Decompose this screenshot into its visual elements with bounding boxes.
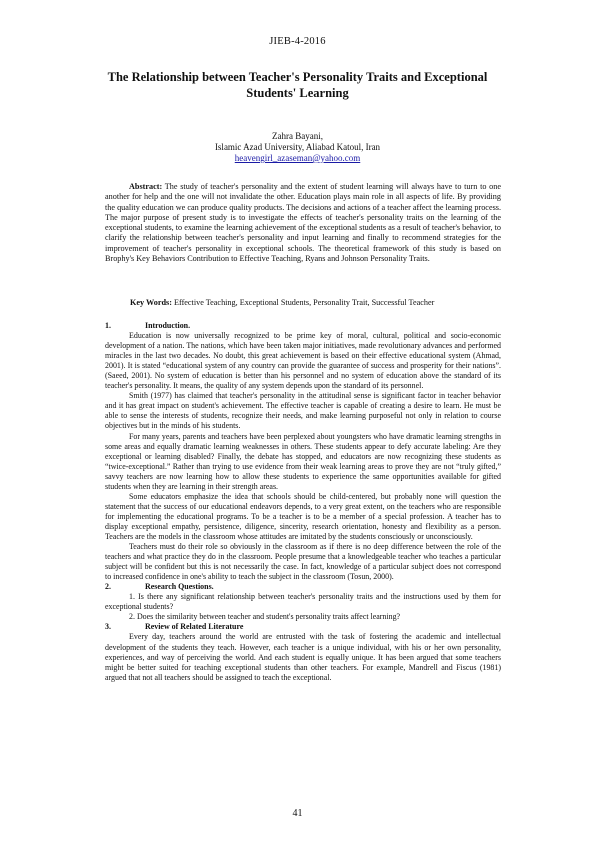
- keywords-text: Effective Teaching, Exceptional Students, Personality Trait, Successful Teacher: [171, 298, 435, 307]
- paper-title: The Relationship between Teacher's Personality Traits and Exceptional Students' Learning: [107, 70, 488, 100]
- section-title: Introduction.: [145, 321, 191, 330]
- section-heading-research-questions: [105, 582, 501, 592]
- section-heading-introduction: [105, 321, 501, 331]
- abstract: [105, 182, 501, 264]
- section-number: 3.: [105, 622, 111, 632]
- paragraph: Some educators emphasize the idea that schools should be child-centered, but probably none will question the statement that the success of our educational endeavors depends, to a very great extent, on the teachers who are responsible for implementing the educational programs. To be a teacher is to be a member of a special profession. A teacher has to display exceptional empathy, persistence, diligence, sincerity, research orientation, honesty and flexibility as a person. Teachers are the models in the classroom whose attitudes are imitated by the students consciously or unconsciously.: [105, 491, 501, 541]
- keywords-label: Key Words:: [130, 298, 172, 307]
- section-number: 2.: [105, 582, 111, 592]
- paragraph: Smith (1977) has claimed that teacher's personality in the attitudinal sense is significant factor in teacher behavior and it has great impact on student's achievement. The effective teacher is capable of creating a desire to learn. He must be able to sense the interests of students, recognize their needs, and make learning purposeful not only in relation to course objectives but in the minds of his students.: [105, 391, 501, 431]
- section-heading-review: [105, 622, 501, 632]
- section-title: Review of Related Literature: [145, 622, 244, 632]
- paper-body: [105, 321, 501, 683]
- author-block: [0, 131, 595, 164]
- page-number: 41: [292, 808, 303, 819]
- author-affiliation: Islamic Azad University, Aliabad Katoul, Iran: [214, 142, 381, 152]
- paragraph: For many years, parents and teachers have been perplexed about youngsters who have dramatic learning strengths in some areas and equally dramatic learning weaknesses in others. These students appear to defy accurate labeling: Are they exceptional or learning disabled? Finally, the debate has stopped, and educators are now recognizing these students as “twice-exceptional.” Rather than trying to use evidence from their weak learning areas to prove they are not “truly gifted,” savvy teachers are now learning how to allow these students to experience the same opportunities available for gifted students when they are learning in their strength areas.: [105, 431, 501, 491]
- journal-header: JIEB-4-2016: [269, 36, 326, 47]
- author-email-link[interactable]: heavengirl_azaseman@yahoo.com: [234, 153, 361, 163]
- abstract-label: Abstract:: [129, 182, 163, 191]
- research-question: 2. Does the similarity between teacher and student's personality traits affect learning?: [129, 612, 401, 622]
- research-question: 1. Is there any significant relationship between teacher's personality traits and the instructions used by them for exceptional students?: [105, 592, 501, 612]
- paragraph: Every day, teachers around the world are entrusted with the task of fostering the academic and intellectual development of the students they teach. However, each teacher is a unique individual, with his or her own personality, experiences, and way of perceiving the world. And each student is equally unique. It has been argued that some teachers might be better suited for teaching exceptional students than other teachers. For example, Mandrell and Fiscus (1981) argued that not all teachers should be assigned to teach the exceptional.: [105, 632, 501, 682]
- section-title: Research Questions.: [145, 582, 214, 592]
- paragraph: Education is now universally recognized to be prime key of moral, cultural, political and socio-economic development of a nation. The nations, which have been taken major initiatives, made revolutionary advances and performed miracles in the last two decades. No doubt, this great achievement is based on their effective educational system (Ahmad, 2001). It is stated “educational system of any country can provide the guarantee of success and prosperity for their nations”. (Saeed, 2001). No system of education is better than his personnel and no system of education above the standard of its teacher's personality. It means, the quality of any system depends upon the standard of its personnel.: [105, 331, 501, 391]
- abstract-text: The study of teacher's personality and the extent of student learning will always have to turn to one another for help and the one will not invalidate the other. Education plays main role in all aspects of life. By providing the quality education we can produce quality products. The decisions and actions of a teacher affect the learning process. The major purpose of present study is to investigate the effects of teacher's personality traits on the learning of the exceptional students, to examine the learning achievement of the exceptional students as a result of teacher's behavior, to clarify the relationship between teacher's personality and input learning and finally to recommend strategies for the improvement of teacher's personality in exceptional schools. The theoretical framework of this study is based on Brophy's Key Behaviors Contribution to Effective Teaching, Ryans and Johnson Personality Traits.: [105, 182, 501, 264]
- paragraph: Teachers must do their role so obviously in the classroom as if there is no deep difference between the role of the teachers and what practice they do in the classroom. People presume that a knowledgeable teacher who teaches a particular subject will be confident but this is not necessarily the case. In fact, knowledge of a particular subject does not correspond to increased confidence in one's ability to teach the subject in the classroom (Tosun, 2000).: [105, 542, 501, 582]
- section-number: 1.: [105, 321, 111, 330]
- keywords: [130, 298, 510, 308]
- author-name: Zahra Bayani,: [272, 131, 323, 141]
